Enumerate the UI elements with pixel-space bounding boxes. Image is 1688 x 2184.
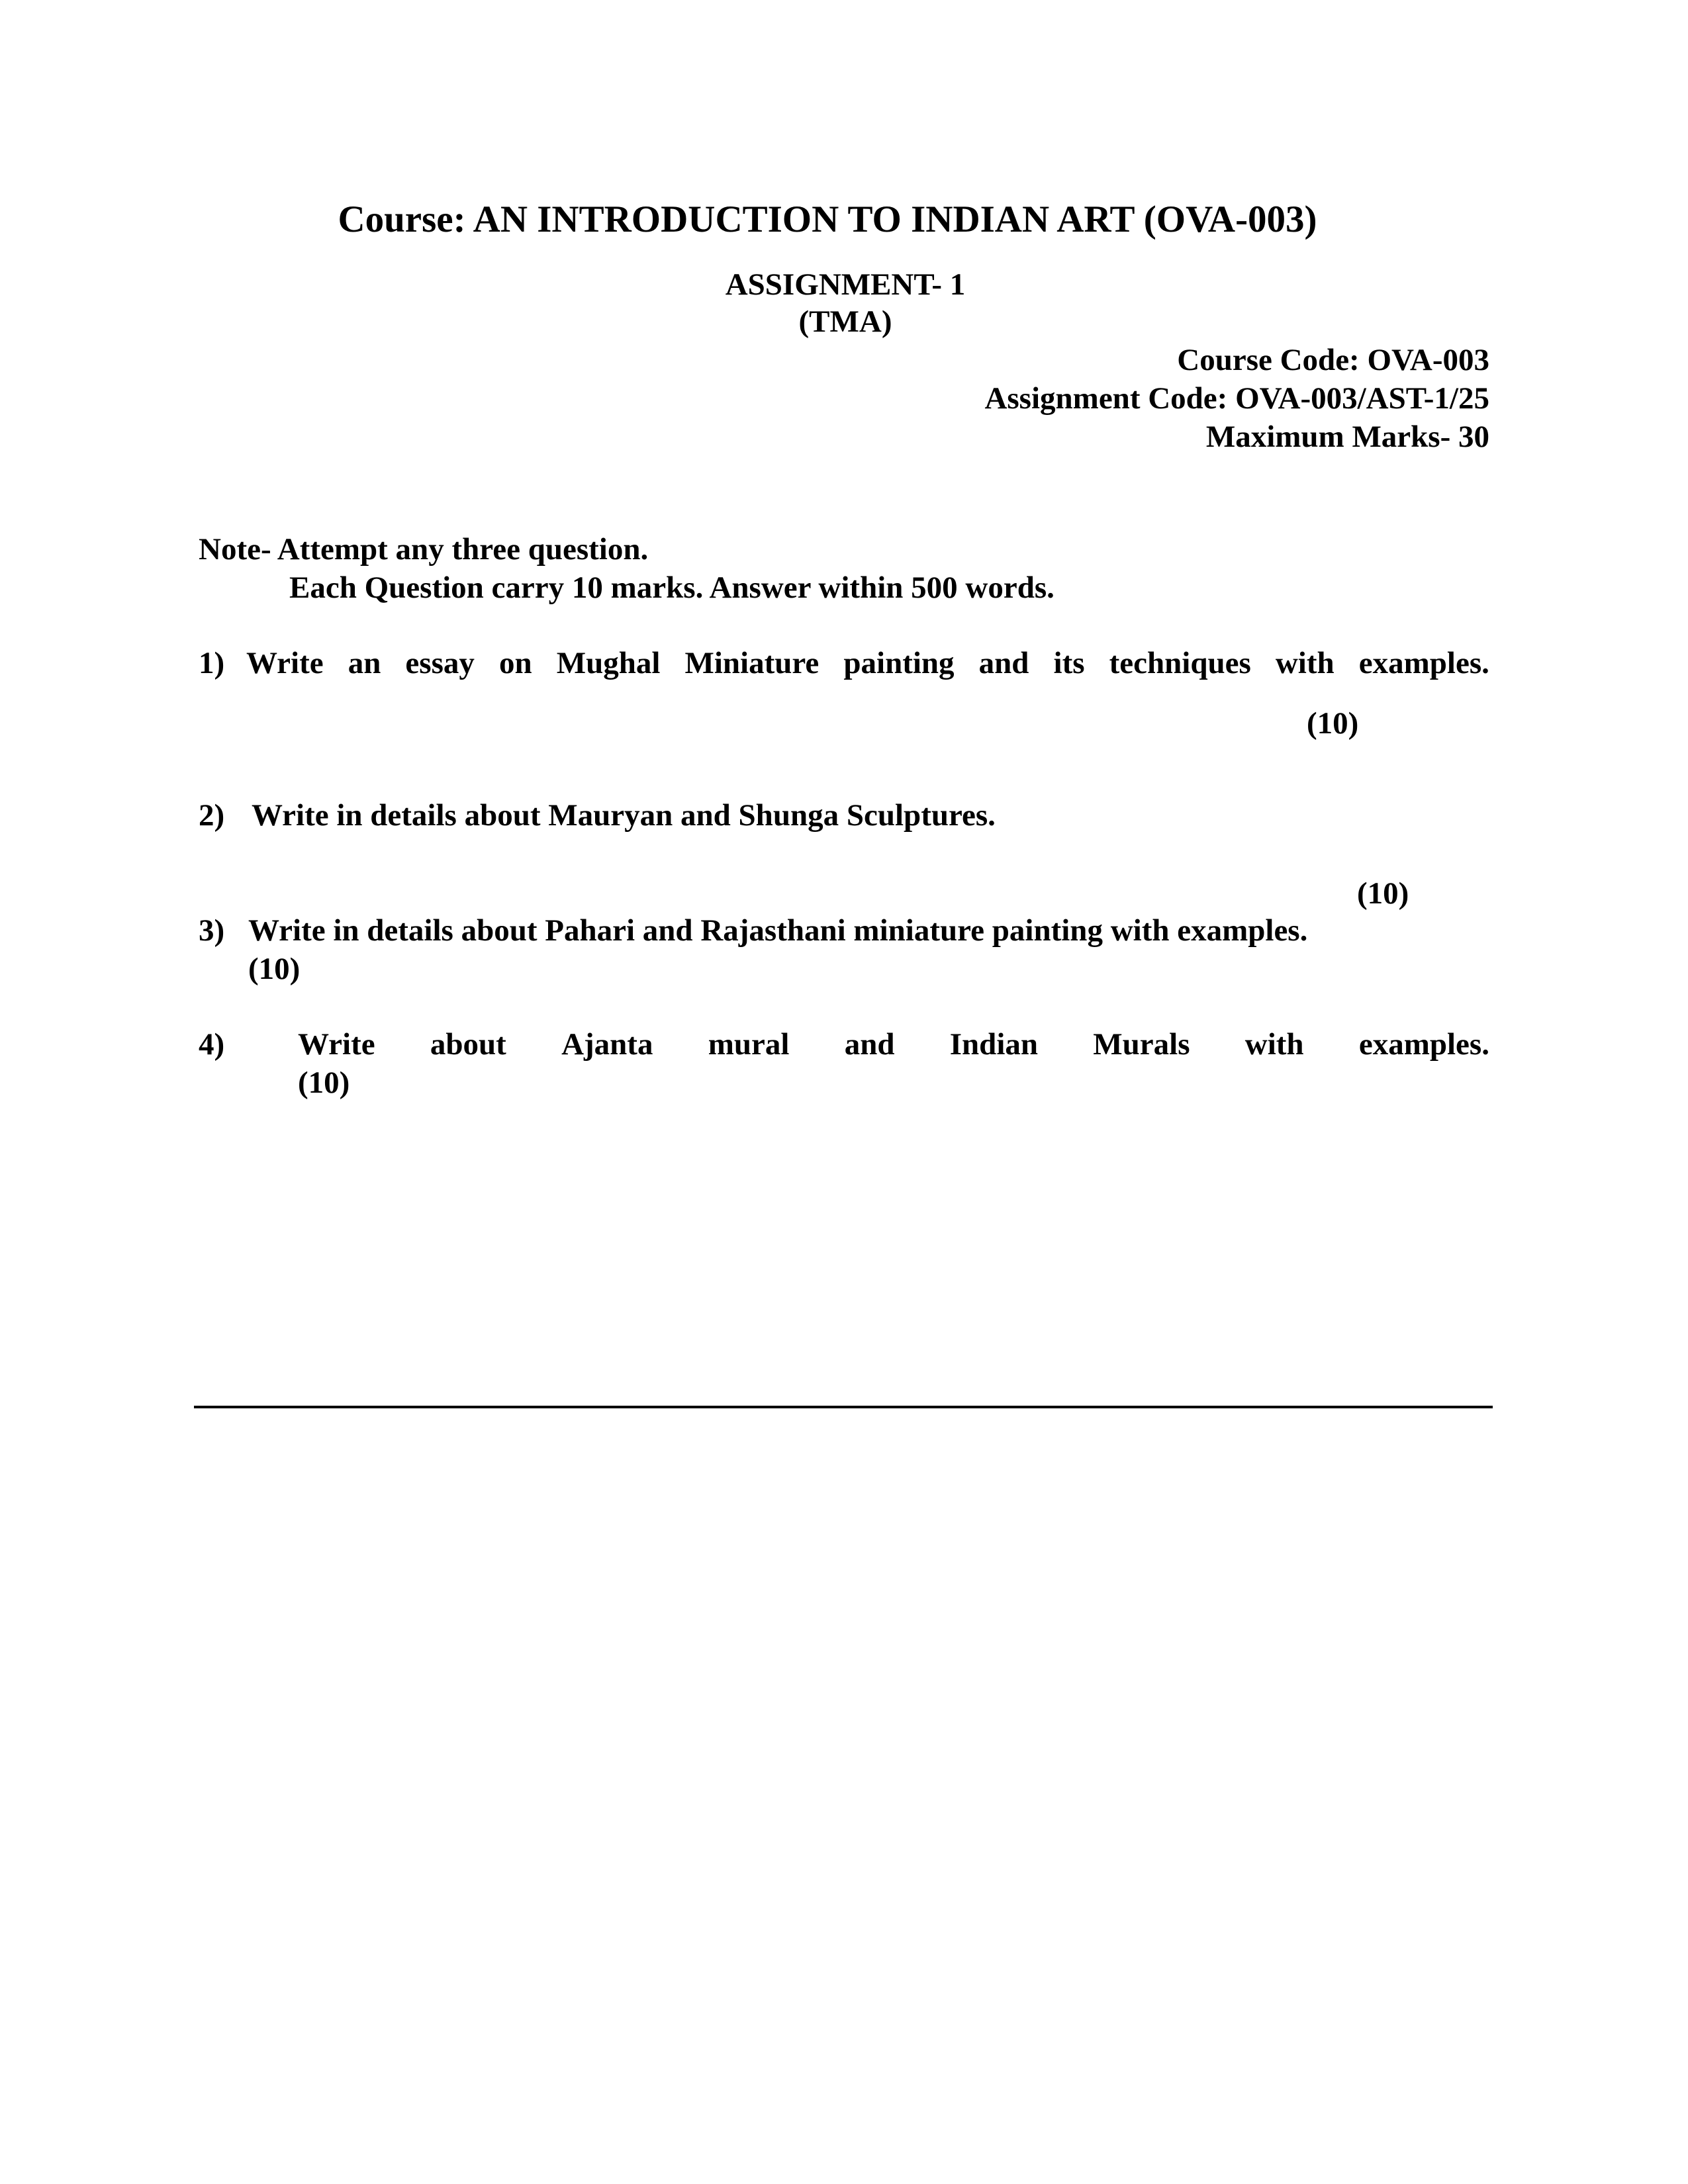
course-code: Course Code: OVA-003 — [1177, 343, 1489, 377]
horizontal-rule — [194, 1406, 1493, 1408]
question-word: Indian — [949, 1027, 1039, 1062]
question-word: Miniature — [684, 646, 820, 680]
assignment-title: ASSIGNMENT- 1 — [725, 267, 966, 302]
question-word: Murals — [1093, 1027, 1190, 1062]
question-1-text — [246, 645, 1489, 682]
question-3-number: 3) — [199, 913, 225, 948]
question-4-marks: (10) — [298, 1066, 350, 1100]
question-word: examples. — [1358, 646, 1489, 680]
question-word: examples. — [1358, 1027, 1489, 1062]
question-word: about — [430, 1027, 506, 1062]
question-word: techniques — [1109, 646, 1251, 680]
question-4-number: 4) — [199, 1027, 225, 1062]
question-word: with — [1244, 1027, 1304, 1062]
question-3-text: Write in details about Pahari and Rajasthani miniature painting with examples. — [248, 913, 1308, 948]
question-4-text — [298, 1026, 1489, 1063]
maximum-marks: Maximum Marks- 30 — [1205, 420, 1489, 454]
question-3-marks: (10) — [248, 952, 301, 986]
question-2-number: 2) — [199, 798, 225, 833]
question-word: an — [348, 646, 381, 680]
question-word: and — [978, 646, 1029, 680]
question-word: with — [1275, 646, 1335, 680]
question-word: Write — [298, 1027, 375, 1062]
question-1-number: 1) — [199, 646, 225, 680]
question-word: on — [498, 646, 532, 680]
question-2-marks: (10) — [1357, 876, 1409, 911]
question-word: painting — [843, 646, 955, 680]
note-line-2: Each Question carry 10 marks. Answer within 500 words. — [289, 570, 1055, 605]
question-word: Mughal — [556, 646, 661, 680]
question-word: Write — [246, 646, 324, 680]
assignment-heading — [717, 266, 974, 340]
note-line-1: Note- Attempt any three question. — [199, 532, 649, 567]
question-word: essay — [405, 646, 475, 680]
course-title: Course: AN INTRODUCTION TO INDIAN ART (OVA-003) — [338, 199, 1317, 240]
assignment-code: Assignment Code: OVA-003/AST-1/25 — [984, 381, 1489, 416]
question-word: and — [844, 1027, 895, 1062]
question-word: Ajanta — [561, 1027, 653, 1062]
assignment-meta — [984, 341, 1489, 456]
question-word: its — [1053, 646, 1085, 680]
question-2-text: Write in details about Mauryan and Shunga Sculptures. — [252, 798, 996, 833]
assignment-subtitle: (TMA) — [798, 304, 892, 339]
question-word: mural — [708, 1027, 790, 1062]
question-1-marks: (10) — [1307, 706, 1359, 741]
